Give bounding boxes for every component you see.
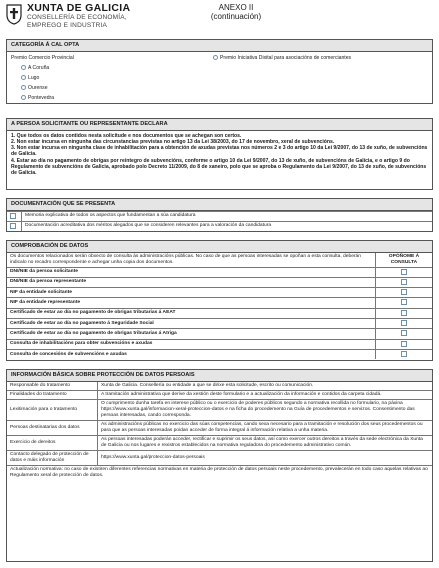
province-label: A Coruña	[28, 64, 50, 71]
data-protection-section	[6, 369, 433, 562]
brand-title: XUNTA DE GALICIA	[27, 2, 131, 14]
category-section	[6, 39, 433, 104]
protection-key: Lexitimación para o tratamento	[7, 399, 98, 420]
declaration-item: 2. Non estar incursa en ningunha das circunstancias previstas no artigo 13 da Lei 38/2003, do 17 de novembro, xeral de subvencións.	[11, 138, 335, 145]
check-label: NIF da entidade representante	[7, 298, 376, 308]
dept-line-1: CONSELLERÍA DE ECONOMÍA,	[27, 14, 127, 21]
oppose-checkbox[interactable]	[401, 269, 407, 275]
protection-value: O cumprimento dunha tarefa en interese público ou o exercicio de poderes públicos segundo a normativa recollida no formulario, na páxina https://www.xunta.gal/informacion-xeral-proteccion-datos e na ficha do procedemento na Guía de procedementos e servizos. Consentimento das persoas interesadas, cando corresponda.	[98, 399, 433, 420]
oppose-checkbox[interactable]	[401, 320, 407, 326]
protection-value: https://www.xunta.gal/proteccion-datos-persoais	[98, 450, 433, 465]
province-label: Pontevedra	[28, 94, 55, 101]
protection-value: As administracións públicas no exercicio das súas competencias, cando sexa necesario para a tramitación e resolución dos seus procedementos ou para que as persoas interesadas poidan acceder de forma integral á información relativa a unha materia.	[98, 420, 433, 435]
table-row	[7, 435, 432, 450]
oppose-checkbox[interactable]	[401, 351, 407, 357]
documentation-title: DOCUMENTACIÓN QUE SE PRESENTA	[7, 199, 432, 211]
oppose-checkbox[interactable]	[401, 289, 407, 295]
province-label: Lugo	[28, 74, 40, 81]
province-option-coruna[interactable]	[21, 65, 49, 71]
table-row	[7, 390, 432, 399]
province-option-pontevedra[interactable]	[21, 95, 54, 101]
premio-dixital-option[interactable]	[213, 55, 351, 61]
documentation-section	[6, 198, 433, 232]
check-label: Certificado de estar ao día no pagamento de obrigas tributarias á AEAT	[7, 308, 376, 318]
protection-value: Xunta de Galicia. Consellería ou entidade a que se dirixe esta solicitude, escrito ou comunicación.	[98, 382, 433, 391]
data-check-section	[6, 240, 433, 361]
declaration-section	[6, 118, 433, 190]
protection-key: Exercicio de dereitos	[7, 435, 98, 450]
protection-key: Contacto delegado de protección de datos e máis información	[7, 450, 98, 465]
data-check-title: COMPROBACIÓN DE DATOS	[7, 241, 432, 253]
province-label: Ourense	[28, 84, 48, 91]
table-row	[7, 329, 432, 339]
data-check-intro: Os documentos relacionados serán obxecto de consulta ás administracións públicas. No caso de que as persoas interesadas se opoñan a esta consulta, deberán indicalo no recadro correspondente e achegar unha copia dos documentos.	[7, 253, 376, 268]
table-row	[7, 298, 432, 308]
radio-ourense[interactable]	[21, 85, 26, 90]
table-row	[7, 318, 432, 328]
xunta-logo-icon	[5, 3, 23, 25]
oppose-checkbox[interactable]	[401, 299, 407, 305]
table-row	[7, 465, 432, 480]
doc-row	[7, 211, 432, 221]
check-label: DNI/NIE da persoa representante	[7, 277, 376, 287]
check-label: Certificado de estar ao día no pagamento á Seguridade Social	[7, 318, 376, 328]
doc-row	[7, 221, 432, 231]
table-row	[7, 399, 432, 420]
doc-memoria-checkbox[interactable]	[10, 213, 16, 219]
radio-lugo[interactable]	[21, 75, 26, 80]
oppose-checkbox[interactable]	[401, 341, 407, 347]
annex-sublabel: (continuación)	[210, 12, 262, 21]
declaration-item: 1. Que todos os datos contidos nesta solicitude e nos documentos que se achegan son certos.	[11, 132, 242, 139]
oppose-checkbox[interactable]	[401, 310, 407, 316]
radio-pontevedra[interactable]	[21, 95, 26, 100]
protection-key: Finalidades do tratamento	[7, 390, 98, 399]
table-row	[7, 382, 432, 391]
doc-meritos-label: Documentación acreditativa dos méritos alegados que se consideren relevantes para a valoración da candidatura	[22, 221, 433, 231]
check-label: Certificado de estar ao día no pagamento de obrigas tributarias á Atriga	[7, 329, 376, 339]
protection-key: Responsable do tratamento	[7, 382, 98, 391]
table-row	[7, 349, 432, 359]
data-protection-title: INFORMACIÓN BÁSICA SOBRE PROTECCIÓN DE DATOS PERSOAIS	[7, 370, 432, 382]
department-name	[27, 14, 127, 29]
annex-label: ANEXO II	[218, 3, 254, 12]
table-row	[7, 420, 432, 435]
table-row	[7, 308, 432, 318]
premio-dixital-label: Premio Iniciativa Dixital para asociacións de comerciantes	[220, 54, 352, 61]
doc-memoria-label: Memoria explicativa de todos os aspectos que fundamentan a súa candidatura	[22, 211, 433, 221]
check-label: Consulta de inhabilitacións para obter subvencións e axudas	[7, 339, 376, 349]
table-row	[7, 267, 432, 277]
province-option-lugo[interactable]	[21, 75, 39, 81]
declaration-item: 3. Non estar incursa en ningunha clase de inhabilitación para a obtención de axudas previstas nos números 2 e 3 do artigo 10 da Lei 9/2007, do 13 de xuño, de subvencións de Galicia.	[11, 145, 428, 158]
annex-title	[198, 3, 274, 21]
protection-value: A tramitación administrativa que derive da xestión deste formulario e a actualización da información e contidos da carpeta cidadá.	[98, 390, 433, 399]
premio-dixital-radio[interactable]	[213, 55, 218, 60]
oppose-checkbox[interactable]	[401, 279, 407, 285]
declaration-title: A PERSOA SOLICITANTE OU REPRESENTANTE DECLARA	[7, 119, 432, 131]
declaration-item: 4. Estar ao día no pagamento de obrigas por reintegro de subvencións, conforme o artigo 10 da Lei 9/2007, do 13 de xuño, de subvencións de Galicia, e o artigo 9 do Regulamento de subvencións de Galicia, aprobado polo Decreto 11/2009, do 8 de xaneiro, polo que se aproba o Regulamento da Lei 9/2007, do 13 de xuño, de subvencións de Galicia.	[11, 157, 427, 177]
premio-comercio-label: Premio Comercio Provincial	[11, 54, 74, 61]
table-row	[7, 288, 432, 298]
check-label: Consulta de concesións de subvencións e axudas	[7, 349, 376, 359]
province-option-ourense[interactable]	[21, 85, 48, 91]
oppose-checkbox[interactable]	[401, 330, 407, 336]
protection-value: As persoas interesadas poderán acceder, rectificar e suprimir os seus datos, así como exercer outros dereitos a través da sede electrónica da Xunta de Galicia ou nos lugares e rexistros establecidos na normativa reguladora do procedemento administrativo común.	[98, 435, 433, 450]
table-row	[7, 339, 432, 349]
page-header	[0, 0, 439, 38]
radio-coruna[interactable]	[21, 65, 26, 70]
oppose-column-header: OPÓÑOME Á CONSULTA	[376, 253, 433, 268]
check-label: NIF da entidade solicitante	[7, 288, 376, 298]
table-row	[7, 277, 432, 287]
protection-footer: Actualización normativa: no caso de existiren diferentes referencias normativas en materia de protección de datos persoais neste procedemento, prevalecerán en todo caso aquelas relativas ao Regulamento xeral de protección de datos.	[7, 465, 432, 480]
category-title: CATEGORÍA Á CAL OPTA	[7, 40, 432, 52]
protection-key: Persoas destinatarias dos datos	[7, 420, 98, 435]
check-label: DNI/NIE da persoa solicitante	[7, 267, 376, 277]
doc-meritos-checkbox[interactable]	[10, 223, 16, 229]
dept-line-2: EMPREGO E INDUSTRIA	[27, 21, 108, 29]
table-row	[7, 450, 432, 465]
